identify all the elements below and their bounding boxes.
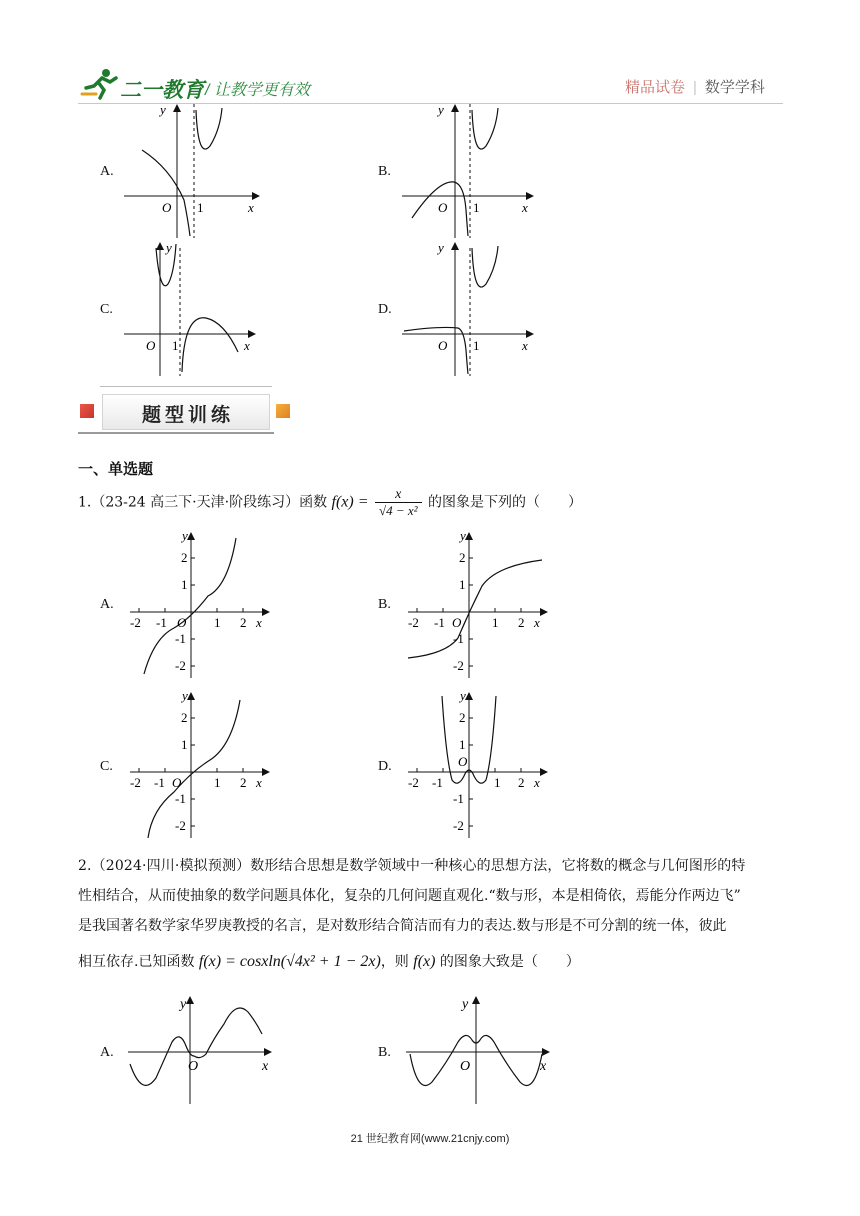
q1-option-c-label: C. [100,759,113,774]
q1-option-d-graph [402,688,552,840]
banner-top-line [100,386,272,387]
question-1-numerator: x [375,487,422,503]
axis-x-label: x [248,200,254,215]
header-label: 精品试卷 [625,79,686,96]
tick-label: 1 [181,577,188,592]
q1-option-b-graph [402,528,552,680]
banner-underline [78,432,274,434]
question-1-denominator: √4 − x² [378,503,418,518]
tick-label: 2 [459,710,466,725]
axis-y-label: y [438,240,444,255]
banner-right-square-icon [276,404,290,418]
header-separator: | [693,79,697,96]
axis-x-label: x [262,1059,269,1074]
axis-x-label: x [522,338,528,353]
tick-label: 1 [492,615,499,630]
origin-label: O [458,754,468,769]
tick-one-label: 1 [172,338,179,353]
tick-label: -1 [175,631,186,646]
page-footer: 21 世纪教育网(www.21cnjy.com) [350,1133,510,1145]
q1-option-a-graph [124,528,274,680]
runner-logo-icon [80,68,120,100]
axis-x-label: x [540,1059,547,1074]
subject-label: 数学学科 [704,79,765,96]
origin-label: O [188,1059,199,1074]
top-option-c-graph [120,238,270,378]
question-2-line-3: 是我国著名数学家华罗庚教授的名言，是对数形结合简洁而有力的表达.数与形是不可分割的统一体，彼此 [78,918,727,934]
tick-label: -2 [453,818,464,833]
tick-label: -1 [434,615,445,630]
tick-label: 2 [240,615,247,630]
top-option-d-label: D. [378,302,392,317]
question-2-line-4-a: 相互依存.已知函数 [78,954,195,970]
question-2-line-1: 2.（2024·四川·模拟预测）数形结合思想是数学领域中一种核心的思想方法，它将数的概念与几何图形的特 [78,858,746,874]
tick-label: -1 [453,791,464,806]
axis-y-label: y [166,240,172,255]
tick-one-label: 1 [473,338,480,353]
origin-label: O [146,338,156,353]
axis-x-label: x [256,615,262,630]
axis-y-label: y [462,997,469,1012]
tick-label: -2 [408,775,419,790]
tick-label: 2 [459,550,466,565]
axis-y-label: y [460,528,466,543]
axis-x-label: x [534,615,540,630]
origin-label: O [162,200,172,215]
top-option-a-label: A. [100,164,114,179]
origin-label: O [177,615,187,630]
question-1-suffix: 的图象是下列的（ ） [428,494,583,511]
tick-label: 2 [181,710,188,725]
tick-label: 2 [518,615,525,630]
tick-label: 2 [240,775,247,790]
tick-label: 2 [518,775,525,790]
question-1-fx: f(x) = [331,493,369,511]
tick-one-label: 1 [197,200,204,215]
origin-label: O [438,338,448,353]
axis-y-label: y [460,688,466,703]
banner-left-square-icon [80,404,94,418]
q2-option-a-graph [124,994,274,1106]
banner-title: 题型训练 [142,404,235,426]
tick-label: 1 [214,775,221,790]
question-2-line-2: 性相结合，从而使抽象的数学问题具体化，复杂的几何问题直观化.“数与形，本是相倚依，焉能分作两边飞” [78,888,741,904]
logo-text: 二一教育 [120,79,204,102]
slogan: / 让教学更有效 [205,82,310,99]
tick-label: 1 [459,577,466,592]
q1-option-a-label: A. [100,597,114,612]
q2-option-b-graph [402,994,552,1106]
origin-label: O [438,200,448,215]
question-2-stem [78,851,798,977]
top-option-a-graph [120,100,270,240]
question-1-prefix: 1.（23-24 高三下·天津·阶段练习）函数 [78,494,328,511]
question-1-fraction [375,487,422,518]
q1-option-b-label: B. [378,597,391,612]
section-title: 一、单选题 [78,460,154,478]
axis-y-label: y [180,997,187,1012]
tick-label: -1 [453,631,464,646]
tick-label: -1 [432,775,443,790]
tick-label: -2 [453,658,464,673]
tick-label: -2 [408,615,419,630]
axis-y-label: y [160,102,166,117]
tick-label: 2 [181,550,188,565]
q1-option-d-label: D. [378,759,392,774]
question-2-formula: f(x) = cosxln(√4x² + 1 − 2x) [198,953,381,970]
origin-label: O [452,615,462,630]
axis-y-label: y [182,528,188,543]
axis-y-label: y [182,688,188,703]
top-option-b-label: B. [378,164,391,179]
top-option-d-graph [398,238,548,378]
tick-label: 1 [214,615,221,630]
axis-x-label: x [244,338,250,353]
tick-label: -2 [130,775,141,790]
tick-one-label: 1 [473,200,480,215]
header-right [625,76,765,97]
tick-label: 1 [181,737,188,752]
question-2-fx: f(x) [413,953,436,970]
tick-label: -2 [175,818,186,833]
origin-label: O [460,1059,471,1074]
top-option-c-label: C. [100,302,113,317]
tick-label: -1 [154,775,165,790]
tick-label: 1 [459,737,466,752]
question-2-line-4-b: ，则 [380,954,409,970]
section-banner [78,386,274,436]
axis-x-label: x [256,775,262,790]
origin-label: O [172,775,182,790]
q2-option-b-label: B. [378,1045,391,1060]
tick-label: -2 [130,615,141,630]
q1-option-c-graph [124,688,274,840]
q2-option-a-label: A. [100,1045,114,1060]
axis-y-label: y [438,102,444,117]
question-2-line-4 [78,947,798,977]
question-1-stem [78,487,798,518]
axis-x-label: x [522,200,528,215]
top-option-b-graph [398,100,548,240]
tick-label: -1 [175,791,186,806]
tick-label: 1 [494,775,501,790]
tick-label: -1 [156,615,167,630]
question-2-line-4-c: 的图象大致是（ ） [439,954,580,970]
axis-x-label: x [534,775,540,790]
tick-label: -2 [175,658,186,673]
